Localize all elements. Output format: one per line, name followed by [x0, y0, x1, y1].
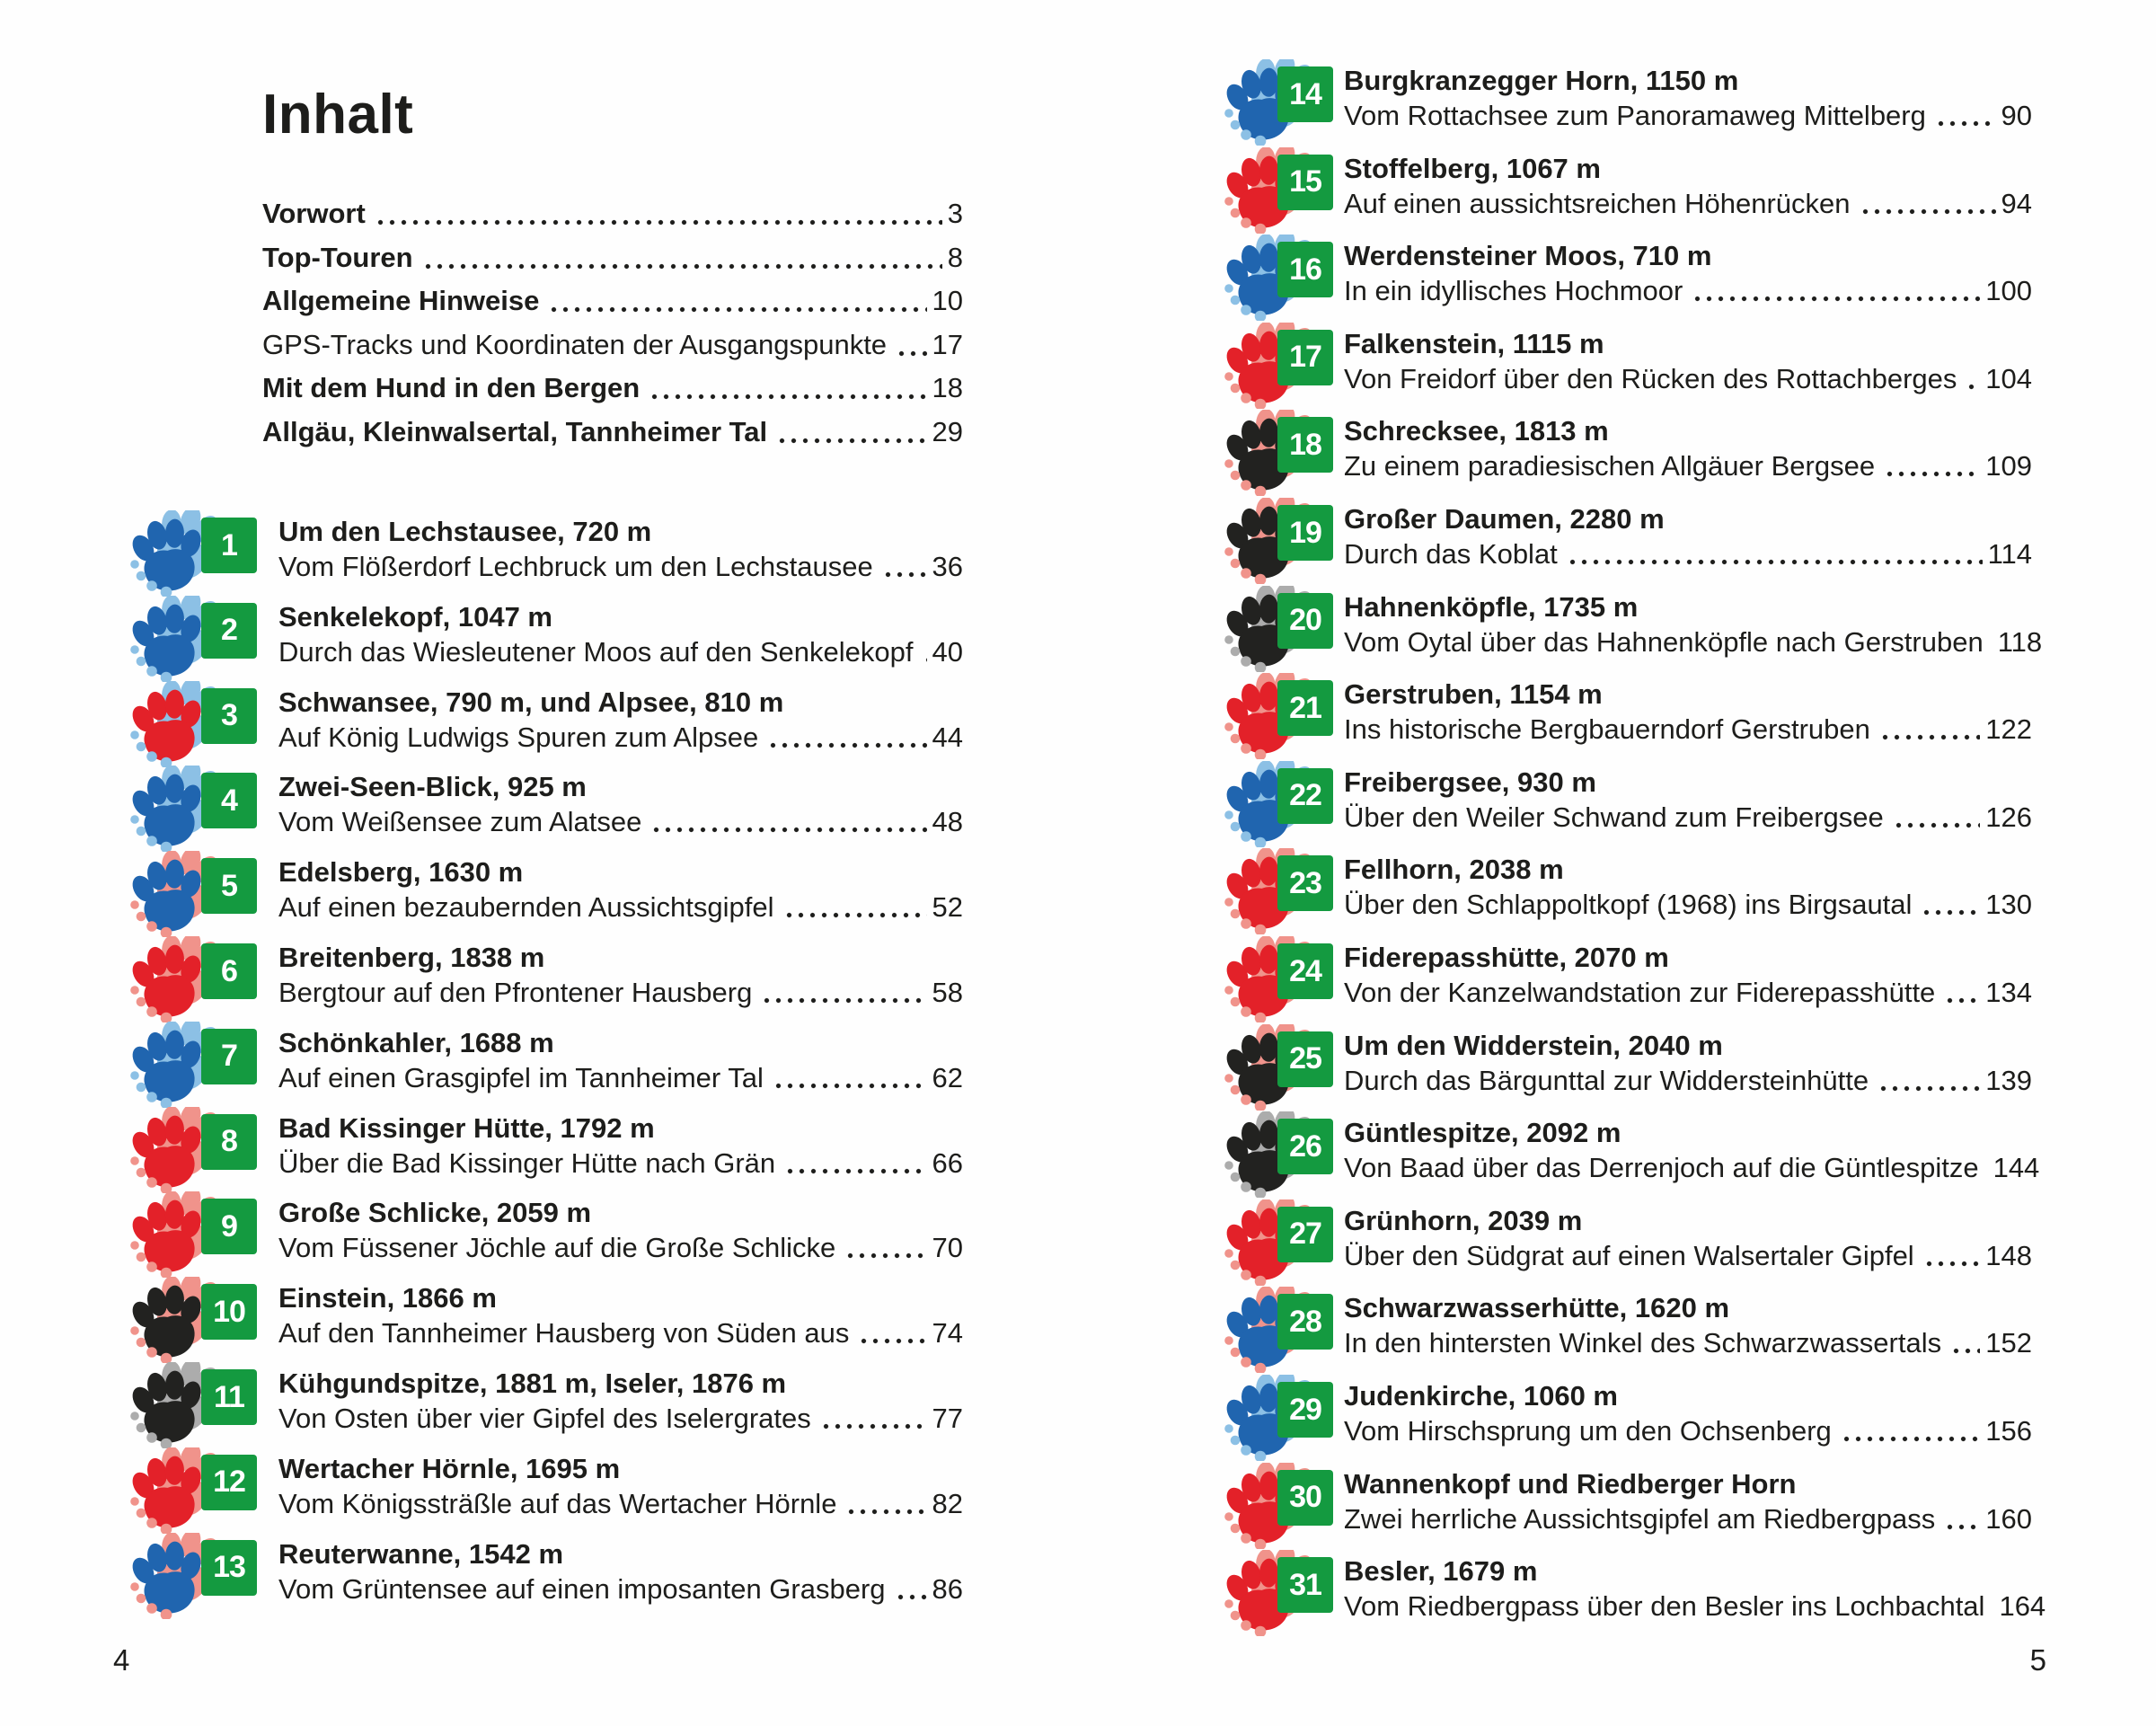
tour-number-badge: 31	[1277, 1557, 1333, 1613]
page-ref: 130	[1985, 889, 2032, 921]
page-ref: 90	[2001, 100, 2032, 131]
toc-entry	[133, 1025, 963, 1111]
dot-leader	[1884, 470, 1980, 477]
tour-number-badge: 11	[201, 1369, 257, 1425]
tour-number-badge: 9	[201, 1199, 257, 1254]
page-ref: 164	[1999, 1590, 2046, 1623]
tour-subtitle: Über den Schlappoltkopf (1968) ins Birgsautal	[1344, 889, 1913, 921]
page-ref: 36	[932, 551, 963, 582]
tour-title: Edelsberg, 1630 m	[278, 856, 524, 889]
toc-column-left	[133, 0, 963, 1726]
toc-entry	[1227, 765, 2032, 851]
dot-leader	[844, 1252, 926, 1259]
tour-number-badge: 14	[1277, 66, 1333, 122]
tour-title: Falkenstein, 1115 m	[1344, 327, 1604, 359]
tour-number-badge: 26	[1277, 1119, 1333, 1174]
page-ref: 70	[932, 1232, 963, 1264]
tour-subtitle: Auf den Tannheimer Hausberg von Süden aus	[278, 1317, 850, 1350]
tour-subtitle: Auf einen aussichtsreichen Höhenrücken	[1344, 187, 1851, 219]
page-title: Inhalt	[262, 84, 414, 146]
tour-number-badge: 16	[1277, 242, 1333, 297]
dot-leader	[650, 826, 926, 833]
tour-subtitle: Vom Riedbergpass über den Besler ins Lochbachtal	[1344, 1590, 1985, 1623]
tour-subtitle: Vom Königssträßle auf das Wertacher Hörnle	[278, 1487, 837, 1519]
page-ref: 8	[947, 241, 963, 273]
toc-entry	[1227, 589, 2043, 676]
page-ref: 144	[1993, 1152, 2040, 1184]
tour-number-badge: 29	[1277, 1382, 1333, 1438]
page-ref: 48	[932, 806, 963, 838]
front-matter-label: Allgäu, Kleinwalsertal, Tannheimer Tal	[262, 415, 768, 447]
page-ref: 10	[932, 285, 963, 316]
tour-title: Besler, 1679 m	[1344, 1555, 1538, 1588]
tour-number-badge: 8	[201, 1114, 257, 1170]
toc-entry	[133, 1280, 963, 1367]
tour-title: Um den Lechstausee, 720 m	[278, 516, 652, 547]
dot-leader	[1567, 558, 1983, 565]
dot-leader	[1966, 383, 1980, 390]
page-ref: 109	[1985, 450, 2032, 482]
toc-entry	[133, 854, 963, 941]
tour-subtitle: Vom Weißensee zum Alatsee	[278, 806, 642, 838]
tour-number-badge: 13	[201, 1540, 257, 1596]
tour-number-badge: 25	[1277, 1031, 1333, 1087]
tour-title: Zwei-Seen-Blick, 925 m	[278, 771, 587, 803]
dot-leader	[923, 656, 927, 663]
tour-title: Hahnenköpfle, 1735 m	[1344, 590, 1639, 623]
tour-title: Breitenberg, 1838 m	[278, 942, 545, 973]
tour-title: Kühgundspitze, 1881 m, Iseler, 1876 m	[278, 1368, 787, 1399]
tour-title: Schönkahler, 1688 m	[278, 1026, 554, 1058]
tour-number-badge: 23	[1277, 855, 1333, 911]
tour-number-badge: 12	[201, 1455, 257, 1510]
dot-leader	[767, 741, 926, 748]
tour-title: Schwarzwasserhütte, 1620 m	[1344, 1292, 1730, 1324]
tour-subtitle: Bergtour auf den Pfrontener Hausberg	[278, 977, 753, 1008]
page-ref: 134	[1985, 977, 2032, 1008]
tour-number-badge: 6	[201, 943, 257, 999]
tour-number-badge: 7	[201, 1029, 257, 1084]
tour-subtitle: Vom Rottachsee zum Panoramaweg Mittelberg	[1344, 100, 1926, 131]
page-ref: 29	[932, 415, 963, 447]
toc-entry	[1227, 1378, 2032, 1465]
tour-title: Senkelekopf, 1047 m	[278, 600, 552, 633]
dot-leader	[1950, 1347, 1980, 1354]
dot-leader	[1921, 908, 1980, 916]
dot-leader	[1841, 1435, 1980, 1442]
tour-number-badge: 17	[1277, 330, 1333, 385]
toc-entry	[133, 599, 963, 686]
tour-title: Wertacher Hörnle, 1695 m	[278, 1452, 621, 1484]
toc-entry	[1227, 940, 2032, 1026]
toc-entry	[133, 1195, 963, 1281]
tour-title: Bad Kissinger Hütte, 1792 m	[278, 1111, 655, 1144]
tour-number-badge: 18	[1277, 417, 1333, 473]
page-ref: 100	[1985, 275, 2032, 307]
page-ref: 44	[932, 721, 963, 753]
page-ref: 18	[932, 372, 963, 403]
tour-number-badge: 10	[201, 1284, 257, 1340]
toc-entry	[1227, 1290, 2032, 1376]
tour-subtitle: Vom Füssener Jöchle auf die Große Schlicke	[278, 1232, 836, 1264]
tour-number-badge: 30	[1277, 1470, 1333, 1526]
tour-number-badge: 19	[1277, 505, 1333, 561]
tour-title: Um den Widderstein, 2040 m	[1344, 1029, 1723, 1061]
tour-title: Grünhorn, 2039 m	[1344, 1204, 1583, 1236]
dot-leader	[845, 1508, 926, 1515]
tour-title: Große Schlicke, 2059 m	[278, 1197, 592, 1229]
tour-title: Fellhorn, 2038 m	[1344, 854, 1564, 886]
dot-leader	[1878, 1084, 1980, 1092]
tour-subtitle: Von Baad über das Derrenjoch auf die Güntlespitze	[1344, 1152, 1979, 1184]
tour-title: Freibergsee, 930 m	[1344, 766, 1596, 798]
tour-subtitle: Über den Weiler Schwand zum Freibergsee	[1344, 801, 1884, 833]
toc-entry	[1227, 852, 2032, 938]
tour-number-badge: 4	[201, 773, 257, 828]
tour-subtitle: Zwei herrliche Aussichtsgipfel am Riedbergpass	[1344, 1502, 1936, 1535]
tour-number-badge: 24	[1277, 943, 1333, 999]
page-ref: 40	[932, 635, 963, 668]
tour-title: Judenkirche, 1060 m	[1344, 1380, 1618, 1412]
page-number-left: 4	[113, 1643, 130, 1677]
dot-leader	[783, 911, 927, 918]
toc-entry	[133, 940, 963, 1026]
tour-subtitle: Auf König Ludwigs Spuren zum Alpsee	[278, 721, 759, 753]
toc-entry	[1227, 238, 2032, 324]
dot-leader	[1944, 996, 1980, 1004]
tour-subtitle: Vom Grüntensee auf einen imposanten Grasberg	[278, 1572, 886, 1605]
front-matter-label: Vorwort	[262, 198, 366, 229]
tour-title: Einstein, 1866 m	[278, 1282, 497, 1314]
tour-title: Güntlespitze, 2092 m	[1344, 1117, 1621, 1149]
dot-leader	[1893, 821, 1981, 828]
dot-leader	[1923, 1260, 1981, 1267]
page-ref: 152	[1985, 1327, 2032, 1359]
toc-entry	[133, 1451, 963, 1537]
tour-number-badge: 5	[201, 858, 257, 914]
tour-subtitle: Von Osten über vier Gipfel des Iselergrates	[278, 1403, 811, 1434]
page-ref: 58	[932, 977, 963, 1008]
toc-entry	[133, 685, 963, 771]
tour-subtitle: In ein idyllisches Hochmoor	[1344, 275, 1683, 307]
page-ref: 62	[932, 1061, 963, 1093]
toc-entry	[1227, 413, 2032, 500]
page-number-right: 5	[2029, 1643, 2046, 1677]
tour-title: Fiderepasshütte, 2070 m	[1344, 942, 1669, 973]
dot-leader	[895, 1593, 927, 1600]
page-ref: 77	[932, 1403, 963, 1434]
toc-entry	[1227, 1203, 2032, 1289]
tour-subtitle: In den hintersten Winkel des Schwarzwassertals	[1344, 1327, 1942, 1359]
toc-entry	[133, 514, 963, 600]
page-ref: 139	[1985, 1064, 2032, 1096]
tour-title: Stoffelberg, 1067 m	[1344, 152, 1601, 184]
toc-entry	[133, 1111, 963, 1197]
tour-subtitle: Von Freidorf über den Rücken des Rottachberges	[1344, 362, 1957, 394]
page-ref: 86	[932, 1572, 963, 1605]
page-ref: 94	[2001, 187, 2032, 219]
toc-entry	[133, 1366, 963, 1452]
page-ref: 156	[1985, 1415, 2032, 1447]
tour-number-badge: 1	[201, 518, 257, 573]
dot-leader	[882, 571, 927, 578]
front-matter-label: Mit dem Hund in den Bergen	[262, 372, 641, 403]
front-matter-label: Allgemeine Hinweise	[262, 285, 540, 316]
tour-subtitle: Auf einen bezaubernden Aussichtsgipfel	[278, 891, 774, 924]
toc-entry	[1227, 1553, 2046, 1640]
tour-number-badge: 21	[1277, 680, 1333, 736]
tour-subtitle: Durch das Wiesleutener Moos auf den Senkelekopf	[278, 635, 914, 668]
tour-title: Reuterwanne, 1542 m	[278, 1537, 564, 1570]
page-ref: 17	[932, 328, 963, 360]
page-ref: 74	[932, 1317, 963, 1350]
tour-title: Großer Daumen, 2280 m	[1344, 503, 1665, 535]
page-ref: 66	[932, 1146, 963, 1179]
dot-leader	[784, 1167, 926, 1174]
tour-number-badge: 27	[1277, 1207, 1333, 1262]
tour-title: Wannenkopf und Riedberger Horn	[1344, 1467, 1797, 1500]
tour-subtitle: Vom Flößerdorf Lechbruck um den Lechstausee	[278, 551, 873, 582]
toc-entry	[1227, 326, 2032, 412]
tour-number-badge: 28	[1277, 1294, 1333, 1350]
front-matter-label: Top-Touren	[262, 241, 413, 273]
dot-leader	[761, 996, 926, 1004]
tour-title: Burgkranzegger Horn, 1150 m	[1344, 65, 1739, 96]
tour-number-badge: 3	[201, 688, 257, 744]
page-ref: 82	[932, 1487, 963, 1519]
toc-entry	[1227, 1115, 2040, 1201]
dot-leader	[1935, 119, 1996, 127]
toc-entry	[133, 769, 963, 855]
tour-number-badge: 15	[1277, 155, 1333, 210]
tour-title: Schrecksee, 1813 m	[1344, 415, 1609, 447]
tour-subtitle: Über die Bad Kissinger Hütte nach Grän	[278, 1146, 776, 1179]
dot-leader	[1692, 295, 1980, 302]
page-ref: 118	[1997, 625, 2043, 658]
toc-column-right	[1227, 0, 2046, 1726]
tour-title: Werdensteiner Moos, 710 m	[1344, 240, 1712, 272]
dot-leader	[820, 1422, 927, 1429]
tour-number-badge: 22	[1277, 768, 1333, 824]
dot-leader	[1879, 733, 1980, 740]
page-ref: 3	[947, 198, 963, 229]
dot-leader	[1944, 1523, 1980, 1530]
toc-entry	[1227, 1028, 2032, 1114]
tour-subtitle: Zu einem paradiesischen Allgäuer Bergsee	[1344, 450, 1876, 482]
tour-number-badge: 20	[1277, 593, 1333, 649]
toc-entry	[1227, 677, 2032, 763]
toc-entry	[1227, 151, 2032, 237]
tour-subtitle: Ins historische Bergbauerndorf Gerstruben	[1344, 713, 1870, 746]
dot-leader	[1860, 208, 1996, 215]
toc-entry	[1227, 1466, 2032, 1553]
toc-entry	[133, 1536, 963, 1623]
page-ref: 148	[1985, 1239, 2032, 1271]
dot-leader	[858, 1337, 926, 1344]
tour-subtitle: Von der Kanzelwandstation zur Fiderepasshütte	[1344, 977, 1936, 1008]
page-ref: 160	[1985, 1502, 2032, 1535]
tour-subtitle: Durch das Bärgunttal zur Widdersteinhütte	[1344, 1064, 1869, 1096]
page-ref: 126	[1985, 801, 2032, 833]
page-ref: 122	[1985, 713, 2032, 746]
toc-entry	[1227, 501, 2032, 588]
toc-entry	[1227, 63, 2032, 149]
tour-subtitle: Auf einen Grasgipfel im Tannheimer Tal	[278, 1061, 764, 1093]
front-matter-label: GPS-Tracks und Koordinaten der Ausgangspunkte	[262, 328, 888, 360]
dot-leader	[773, 1082, 927, 1089]
tour-number-badge: 2	[201, 603, 257, 659]
tour-subtitle: Durch das Koblat	[1344, 538, 1558, 570]
tour-subtitle: Vom Oytal über das Hahnenköpfle nach Gerstruben	[1344, 625, 1984, 658]
tour-title: Gerstruben, 1154 m	[1344, 678, 1603, 711]
tour-subtitle: Über den Südgrat auf einen Walsertaler Gipfel	[1344, 1239, 1914, 1271]
page-ref: 52	[932, 891, 963, 924]
page-ref: 114	[1987, 538, 2032, 570]
tour-title: Schwansee, 790 m, und Alpsee, 810 m	[278, 686, 784, 718]
page-ref: 104	[1985, 362, 2032, 394]
tour-subtitle: Vom Hirschsprung um den Ochsenberg	[1344, 1415, 1832, 1447]
